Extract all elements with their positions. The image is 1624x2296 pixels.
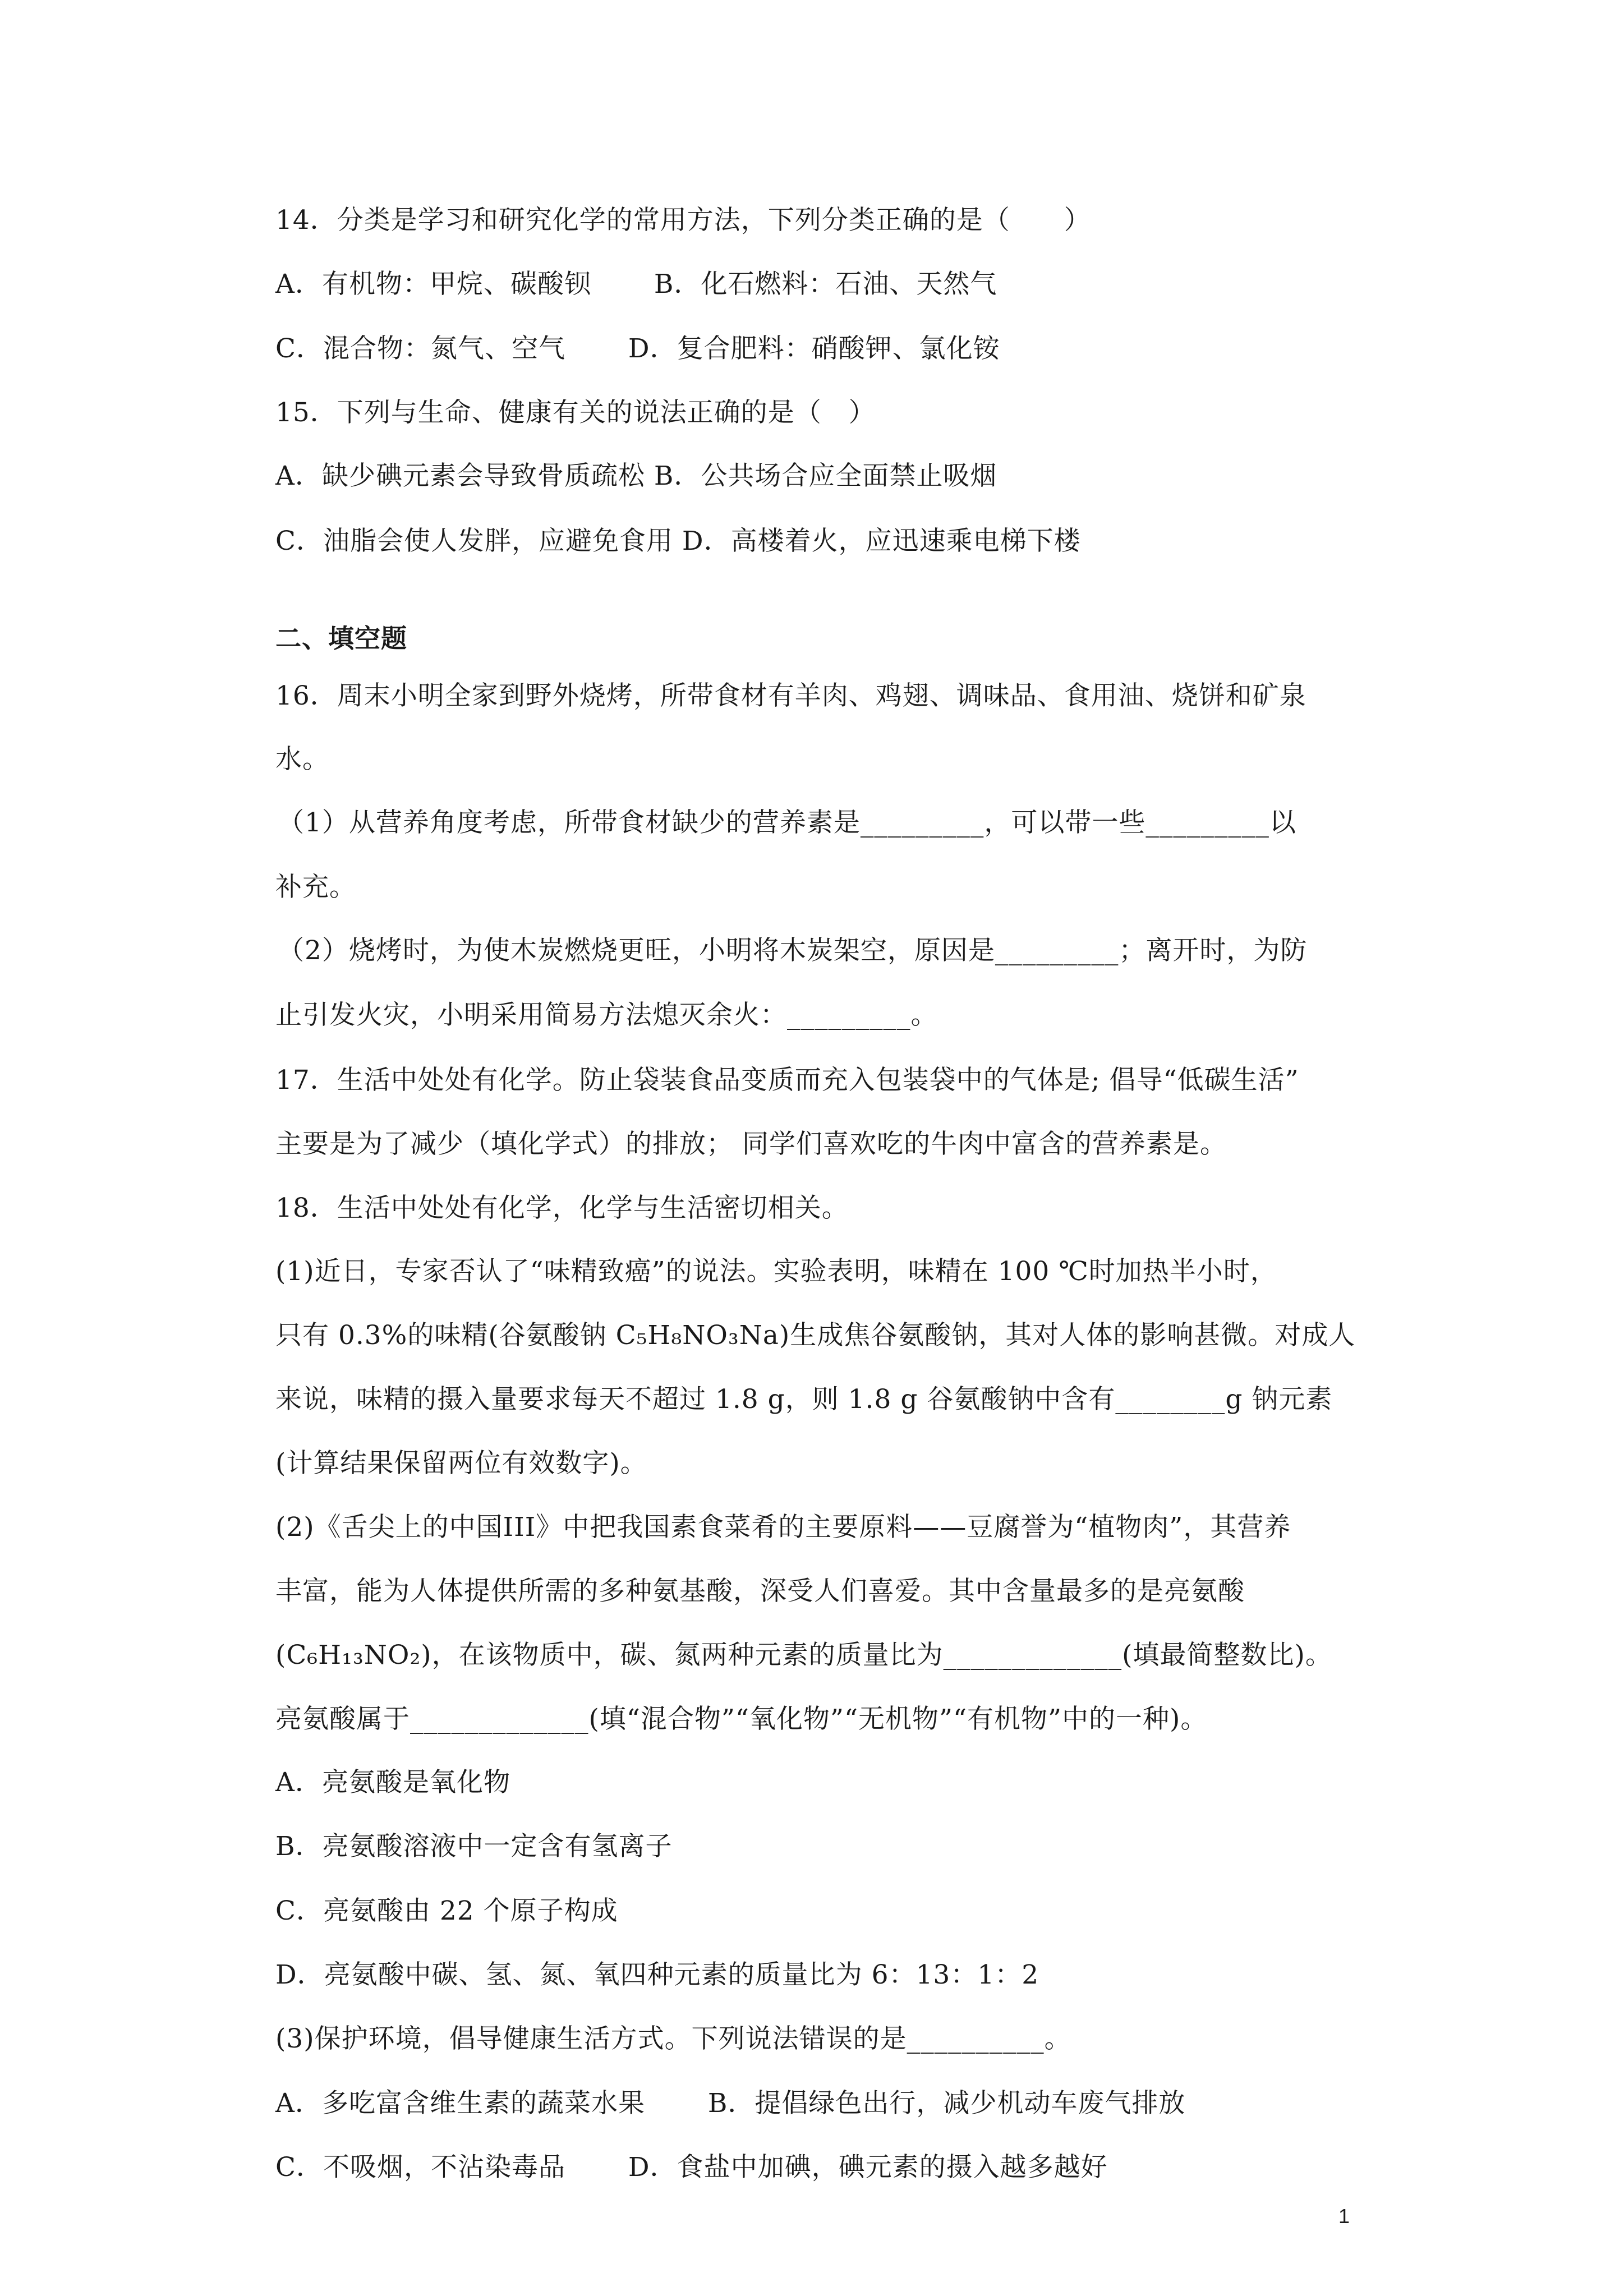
question-18-part1-line3: 来说，味精的摄入量要求每天不超过 1.8 g，则 1.8 g 谷氨酸钠中含有________g 钠元素 <box>275 1384 1333 1415</box>
question-15-stem: 15．下列与生命、健康有关的说法正确的是（ ） <box>275 397 876 428</box>
question-16-part2-line2: 止引发火灾，小明采用简易方法熄灭余火：_________。 <box>275 1000 938 1030</box>
question-17-line2: 主要是为了减少（填化学式）的排放； 同学们喜欢吃的牛肉中富含的营养素是。 <box>275 1129 1227 1159</box>
question-18-stem: 18．生活中处处有化学，化学与生活密切相关。 <box>275 1193 849 1223</box>
question-18-option-a: A．亮氨酸是氧化物 <box>275 1767 510 1798</box>
question-18-part1-line2: 只有 0.3%的味精(谷氨酸钠 C₅H₈NO₃Na)生成焦谷氨酸钠，其对人体的影响甚微。对成人 <box>275 1320 1356 1351</box>
question-18-part2-line3: (C₆H₁₃NO₂)，在该物质中，碳、氮两种元素的质量比为_____________(填最简整数比)。 <box>275 1640 1332 1671</box>
question-15-options-ab: A．缺少碘元素会导致骨质疏松 B．公共场合应全面禁止吸烟 <box>275 461 997 491</box>
question-17-line1: 17．生活中处处有化学。防止袋装食品变质而充入包装袋中的气体是; 倡导“低碳生活” <box>275 1065 1299 1096</box>
question-16-part1-line2: 补充。 <box>275 872 356 903</box>
question-18-part1-line1: (1)近日，专家否认了“味精致癌”的说法。实验表明，味精在 100 ℃时加热半小时， <box>275 1256 1277 1287</box>
question-18-part3-options-cd: C．不吸烟，不沾染毒品 D．食盐中加碘，碘元素的摄入越多越好 <box>275 2152 1108 2183</box>
question-18-option-c: C．亮氨酸由 22 个原子构成 <box>275 1895 618 1926</box>
section-heading-fill-in: 二、填空题 <box>275 623 407 654</box>
question-14-stem: 14．分类是学习和研究化学的常用方法，下列分类正确的是（ ） <box>275 205 1091 236</box>
question-16-stem-line1: 16．周末小明全家到野外烧烤，所带食材有羊肉、鸡翅、调味品、食用油、烧饼和矿泉 <box>275 680 1306 711</box>
question-16-part1-line1: （1）从营养角度考虑，所带食材缺少的营养素是_________，可以带一些_________以 <box>278 807 1296 838</box>
question-18-part2-line1: (2)《舌尖上的中国III》中把我国素食菜肴的主要原料——豆腐誉为“植物肉”，其营养 <box>275 1512 1291 1543</box>
question-18-part3-stem: (3)保护环境，倡导健康生活方式。下列说法错误的是__________。 <box>275 2023 1071 2054</box>
question-18-part3-options-ab: A．多吃富含维生素的蔬菜水果 B．提倡绿色出行，减少机动车废气排放 <box>275 2088 1186 2119</box>
question-18-part2-line2: 丰富，能为人体提供所需的多种氨基酸，深受人们喜爱。其中含量最多的是亮氨酸 <box>275 1576 1245 1607</box>
question-15-options-cd: C．油脂会使人发胖，应避免食用 D．高楼着火，应迅速乘电梯下楼 <box>275 526 1081 556</box>
question-18-option-b: B．亮氨酸溶液中一定含有氢离子 <box>275 1831 673 1862</box>
question-14-options-cd: C．混合物：氮气、空气 D．复合肥料：硝酸钾、氯化铵 <box>275 333 1000 364</box>
question-16-part2-line1: （2）烧烤时，为使木炭燃烧更旺，小明将木炭架空，原因是_________；离开时，为防 <box>278 935 1308 966</box>
page-number: 1 <box>1338 2205 1350 2228</box>
question-14-options-ab: A．有机物：甲烷、碳酸钡 B．化石燃料：石油、天然气 <box>275 269 997 300</box>
question-18-part2-line4: 亮氨酸属于_____________(填“混合物”“氧化物”“无机物”“有机物”中的一种)。 <box>275 1704 1208 1734</box>
question-18-option-d: D．亮氨酸中碳、氢、氮、氧四种元素的质量比为 6：13：1：2 <box>275 1959 1039 1990</box>
question-16-stem-line2: 水。 <box>275 744 329 775</box>
question-18-part1-line4: (计算结果保留两位有效数字)。 <box>275 1448 647 1479</box>
